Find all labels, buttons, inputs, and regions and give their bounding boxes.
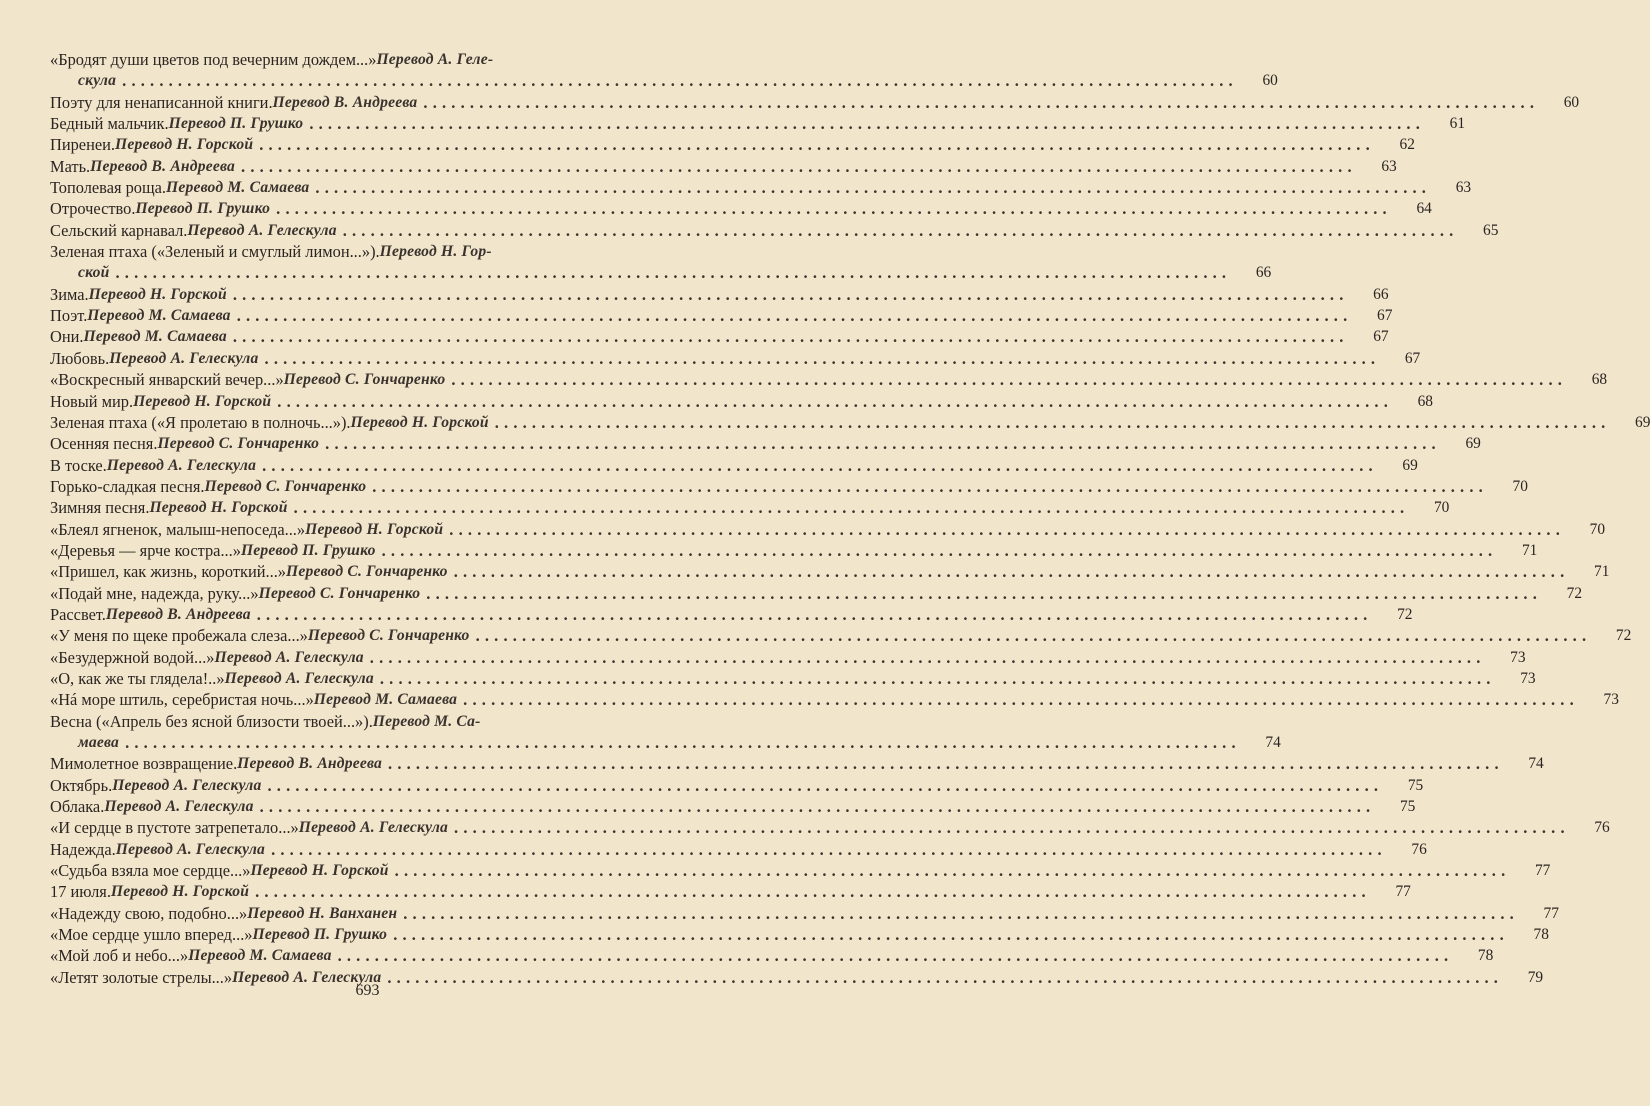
- entry-title: Пиренеи.: [50, 135, 115, 155]
- entry-title: Облака.: [50, 797, 105, 817]
- toc-entry: [50, 839, 1427, 860]
- dot-leader: ........................................................................................................................: [393, 925, 1509, 945]
- toc-entry: [50, 455, 1418, 476]
- entry-translator: Перевод А. Гелескула: [224, 669, 374, 687]
- entry-page: 67: [1404, 349, 1421, 367]
- dot-leader: ........................................................................................................................: [325, 434, 1441, 454]
- dot-leader: ........................................................................................................................: [475, 626, 1592, 646]
- toc-line: [50, 519, 1606, 540]
- toc-entry: [50, 775, 1424, 796]
- entry-page: 66: [1255, 264, 1272, 282]
- dot-leader: ........................................................................................................................: [267, 775, 1384, 795]
- entry-title: Мать.: [50, 156, 91, 176]
- toc-entry: [50, 881, 1411, 902]
- table-of-contents: [50, 49, 1650, 988]
- toc-line: [50, 284, 1389, 305]
- dot-leader: ........................................................................................................................: [122, 71, 1238, 91]
- toc-entry: [50, 583, 1583, 604]
- dot-leader: ........................................................................................................................: [236, 306, 1353, 326]
- entry-translator: Перевод Н. Гор-: [379, 243, 492, 261]
- toc-entry: [50, 604, 1413, 625]
- entry-title: Горько-сладкая песня.: [50, 476, 205, 496]
- toc-entry: [50, 924, 1549, 945]
- entry-page: 66: [1373, 285, 1389, 303]
- entry-translator: Перевод М. Самаева: [87, 307, 231, 325]
- entry-page: 62: [1399, 136, 1415, 154]
- dot-leader: ........................................................................................................................: [125, 733, 1241, 752]
- dot-leader: ........................................................................................................................: [369, 647, 1486, 667]
- toc-entry: [50, 177, 1472, 198]
- dot-leader: ........................................................................................................................: [337, 946, 1454, 966]
- entry-page: 63: [1381, 157, 1397, 175]
- toc-entry: [50, 412, 1650, 433]
- entry-translator: Перевод М. Самаева: [166, 179, 310, 197]
- entry-page: 75: [1407, 776, 1424, 794]
- entry-page: 72: [1615, 627, 1632, 645]
- dot-leader: ........................................................................................................................: [423, 92, 1540, 112]
- entry-translator: Перевод В. Андреева: [272, 93, 418, 111]
- toc-line: [50, 668, 1536, 689]
- entry-page: 60: [1563, 93, 1580, 111]
- entry-page: 79: [1527, 968, 1544, 986]
- entry-translator: Перевод С. Гончаренко: [286, 563, 448, 581]
- entry-page: 76: [1411, 840, 1427, 858]
- toc-line: [50, 924, 1549, 945]
- dot-leader: ........................................................................................................................: [259, 135, 1375, 155]
- entry-page: 73: [1520, 669, 1536, 687]
- toc-line: [50, 625, 1632, 646]
- entry-title: Поэту для ненаписанной книги.: [50, 92, 273, 112]
- entry-translator: Перевод А. Гелескула: [109, 349, 259, 367]
- toc-entry: [50, 796, 1416, 817]
- entry-title: Надежда.: [50, 839, 116, 859]
- entry-page: 65: [1483, 221, 1499, 239]
- entry-translator: Перевод Н. Горской: [88, 285, 227, 303]
- toc-entry: [50, 391, 1433, 412]
- entry-page: 77: [1543, 904, 1559, 922]
- toc-line: [50, 348, 1421, 369]
- entry-translator: Перевод М. Са-: [372, 712, 481, 730]
- entry-title: Бедный мальчик.: [50, 114, 169, 134]
- entry-page: 72: [1566, 584, 1583, 602]
- entry-translator: Перевод Н. Горской: [350, 413, 489, 431]
- entry-title: «Летят золотые стрелы...»: [50, 967, 233, 987]
- entry-title: «Деревья — ярче костра...»: [50, 540, 241, 560]
- dot-leader: ........................................................................................................................: [264, 348, 1381, 368]
- entry-translator: Перевод Н. Горской: [110, 883, 250, 901]
- entry-title: Осенняя песня.: [50, 434, 158, 454]
- toc-entry: [50, 476, 1528, 497]
- entry-translator: Перевод Н. Горской: [305, 520, 444, 538]
- toc-line: [50, 305, 1393, 326]
- entry-page: 77: [1534, 862, 1551, 880]
- entry-title: «О, как же ты глядела!..»: [50, 668, 225, 688]
- entry-title: Поэт.: [50, 306, 88, 326]
- toc-entry: [50, 519, 1606, 540]
- dot-leader: ........................................................................................................................: [256, 604, 1373, 624]
- toc-entry: [50, 49, 1278, 92]
- toc-line: [50, 92, 1580, 113]
- entry-translator: Перевод П. Грушко: [252, 926, 388, 944]
- toc-line: [50, 839, 1427, 860]
- toc-entry: [50, 817, 1610, 838]
- toc-line: [50, 945, 1494, 966]
- entry-translator: Перевод П. Грушко: [168, 115, 304, 133]
- dot-leader: ........................................................................................................................: [241, 156, 1357, 176]
- entry-page: 71: [1521, 541, 1538, 559]
- toc-line: [50, 753, 1544, 774]
- dot-leader: ........................................................................................................................: [259, 797, 1376, 817]
- entry-title: «Блеял ягненок, малыш-непоседа...»: [50, 519, 306, 539]
- entry-page: 70: [1589, 520, 1606, 538]
- toc-line: [50, 241, 636, 262]
- toc-entry: [50, 92, 1580, 113]
- toc-entry: [50, 903, 1559, 924]
- entry-translator: Перевод Н. Горской: [149, 499, 288, 517]
- toc-entry: [50, 433, 1481, 454]
- toc-line-continuation: [50, 732, 1281, 753]
- dot-leader: ........................................................................................................................: [388, 754, 1504, 774]
- entry-page: 77: [1395, 883, 1411, 901]
- toc-line: [50, 796, 1416, 817]
- entry-page: 71: [1594, 563, 1610, 581]
- entry-page: 70: [1512, 477, 1528, 495]
- toc-line: [50, 455, 1418, 476]
- entry-translator: Перевод А. Геле-: [376, 51, 494, 68]
- entry-translator: Перевод С. Гончаренко: [157, 435, 320, 453]
- toc-line: [50, 326, 1389, 347]
- toc-entry: [50, 305, 1393, 326]
- toc-entry: [50, 945, 1494, 966]
- toc-line: [50, 220, 1499, 241]
- entry-title: «Мое сердце ушло вперед...»: [50, 925, 253, 945]
- entry-title: «Надежду свою, подобно...»: [50, 903, 248, 923]
- toc-line: [50, 497, 1450, 518]
- toc-entry: [50, 711, 1281, 754]
- toc-line: [50, 903, 1559, 924]
- entry-translator: Перевод Н. Горской: [250, 862, 389, 880]
- entry-page: 78: [1533, 926, 1549, 944]
- page-number: 693: [355, 982, 380, 999]
- dot-leader: ........................................................................................................................: [449, 519, 1566, 539]
- entry-translator: Перевод А. Гелескула: [214, 648, 364, 666]
- dot-leader: ........................................................................................................................: [262, 455, 1378, 475]
- dot-leader: ........................................................................................................................: [426, 583, 1543, 603]
- entry-title: Тополевая роща.: [50, 178, 166, 198]
- dot-leader: ........................................................................................................................: [309, 114, 1426, 134]
- dot-leader: ........................................................................................................................: [387, 967, 1504, 987]
- entry-translator: Перевод Н. Горской: [133, 392, 272, 410]
- entry-translator: Перевод С. Гончаренко: [204, 477, 367, 495]
- toc-entry: [50, 647, 1526, 668]
- entry-title: «Подай мне, надежда, руку...»: [50, 583, 259, 603]
- toc-entry: [50, 348, 1421, 369]
- dot-leader: ........................................................................................................................: [315, 178, 1432, 198]
- toc-entry: [50, 241, 1272, 284]
- entry-translator: Перевод А. Гелескула: [115, 840, 266, 858]
- entry-title: Весна («Апрель без ясной близости твоей...»).: [50, 711, 373, 731]
- dot-leader: ........................................................................................................................: [232, 284, 1349, 304]
- entry-title: Мимолетное возвращение.: [50, 754, 238, 774]
- dot-leader: ........................................................................................................................: [381, 540, 1498, 560]
- dot-leader: ........................................................................................................................: [255, 882, 1371, 902]
- entry-page: 67: [1373, 328, 1389, 346]
- entry-translator: Перевод М. Самаева: [188, 947, 332, 965]
- toc-line: [50, 177, 1472, 198]
- entry-page: 61: [1449, 115, 1466, 133]
- dot-leader: ........................................................................................................................: [454, 818, 1570, 838]
- entry-translator: Перевод А. Гелескула: [298, 819, 449, 837]
- dot-leader: ........................................................................................................................: [115, 263, 1232, 283]
- toc-line: [50, 689, 1619, 710]
- toc-entry: [50, 156, 1397, 177]
- toc-entry: [50, 497, 1450, 518]
- toc-line: [50, 476, 1528, 497]
- entry-translator: Перевод М. Самаева: [313, 691, 458, 709]
- entry-page: 63: [1455, 179, 1472, 197]
- toc-line: [50, 113, 1466, 134]
- entry-title: Зимняя песня.: [50, 498, 150, 518]
- dot-leader: ........................................................................................................................: [277, 391, 1393, 411]
- dot-leader: ........................................................................................................................: [494, 412, 1611, 432]
- dot-leader: ........................................................................................................................: [271, 839, 1387, 859]
- dot-leader: ........................................................................................................................: [293, 498, 1410, 518]
- entry-page: 64: [1416, 200, 1432, 218]
- toc-entry: [50, 284, 1389, 305]
- toc-line: [50, 49, 636, 70]
- entry-translator: Перевод П. Грушко: [135, 200, 271, 218]
- entry-title: Зеленая птаха («Зеленый и смуглый лимон...»).: [50, 242, 380, 262]
- entry-translator: Перевод Н. Ванханен: [247, 904, 398, 922]
- toc-entry: [50, 668, 1536, 689]
- entry-title: Октябрь.: [50, 775, 113, 795]
- entry-title: Зима.: [50, 284, 89, 304]
- entry-page: 67: [1377, 307, 1393, 325]
- entry-title: «У меня по щеке пробежала слеза...»: [50, 626, 308, 646]
- entry-page: 70: [1433, 499, 1450, 517]
- entry-translator: Перевод С. Гончаренко: [307, 627, 470, 645]
- toc-line: [50, 391, 1433, 412]
- entry-title: «Пришел, как жизнь, короткий...»: [50, 562, 286, 582]
- entry-translator: Перевод П. Грушко: [240, 541, 376, 559]
- entry-translator: Перевод В. Андреева: [105, 605, 251, 623]
- entry-translator-continuation: маева: [78, 734, 120, 751]
- toc-line: [50, 412, 1650, 433]
- toc-line-continuation: [50, 262, 1272, 283]
- toc-entry: [50, 625, 1632, 646]
- toc-line: [50, 433, 1481, 454]
- toc-entry: [50, 689, 1619, 710]
- toc-entry: [50, 198, 1432, 219]
- entry-translator-continuation: скула: [78, 72, 117, 90]
- toc-entry: [50, 134, 1415, 155]
- entry-page: 74: [1265, 734, 1281, 751]
- toc-line: [50, 647, 1526, 668]
- entry-translator: Перевод А. Гелескула: [106, 456, 257, 474]
- entry-title: «Нá море штиль, серебристая ночь...»: [50, 690, 314, 710]
- toc-line: [50, 604, 1413, 625]
- entry-title: «Судьба взяла мое сердце...»: [50, 861, 251, 881]
- toc-line: [50, 860, 1551, 881]
- toc-entry: [50, 540, 1538, 561]
- toc-entry: [50, 561, 1610, 582]
- entry-page: 74: [1528, 755, 1544, 773]
- dot-leader: ........................................................................................................................: [453, 562, 1570, 582]
- dot-leader: ........................................................................................................................: [379, 668, 1496, 688]
- toc-entry: [50, 753, 1544, 774]
- entry-page: 76: [1594, 819, 1610, 837]
- entry-page: 78: [1477, 947, 1494, 965]
- entry-page: 68: [1591, 371, 1608, 389]
- entry-page: 73: [1510, 648, 1526, 666]
- toc-line: [50, 583, 1583, 604]
- entry-translator: Перевод С. Гончаренко: [258, 584, 421, 602]
- toc-line: [50, 881, 1411, 902]
- entry-translator: Перевод А. Гелескула: [187, 221, 337, 239]
- toc-line: [50, 198, 1432, 219]
- dot-leader: ........................................................................................................................: [394, 861, 1511, 881]
- toc-line: [50, 817, 1610, 838]
- dot-leader: ........................................................................................................................: [451, 370, 1568, 390]
- toc-entry: [50, 113, 1466, 134]
- entry-title: Отрочество.: [50, 199, 136, 219]
- toc-line: [50, 775, 1424, 796]
- entry-translator: Перевод Н. Горской: [115, 136, 254, 154]
- entry-translator: Перевод А. Гелескула: [104, 798, 254, 816]
- entry-title: «Воскресный январский вечер...»: [50, 370, 284, 390]
- entry-title: Они.: [50, 327, 84, 347]
- entry-title: Рассвет.: [50, 604, 106, 624]
- toc-entry: [50, 860, 1551, 881]
- entry-title: 17 июля.: [50, 882, 111, 902]
- dot-leader: ........................................................................................................................: [463, 690, 1579, 710]
- toc-entry: [50, 220, 1499, 241]
- entry-title: «Безудержной водой...»: [50, 647, 215, 667]
- toc-entry: [50, 369, 1608, 390]
- entry-title: Зеленая птаха («Я пролетаю в полночь...»).: [50, 412, 351, 432]
- toc-line: [50, 369, 1608, 390]
- entry-page: 69: [1465, 435, 1481, 453]
- toc-line: [50, 134, 1415, 155]
- toc-line-continuation: [50, 70, 1278, 91]
- toc-entry: [50, 326, 1389, 347]
- entry-title: Сельский карнавал.: [50, 220, 188, 240]
- toc-line: [50, 561, 1610, 582]
- entry-translator: Перевод С. Гончаренко: [283, 371, 446, 389]
- toc-line: [50, 156, 1397, 177]
- entry-page: 72: [1397, 605, 1413, 623]
- entry-title: Новый мир.: [50, 391, 134, 411]
- entry-page: 69: [1635, 413, 1650, 431]
- entry-page: 75: [1399, 798, 1416, 816]
- entry-translator: Перевод А. Гелескула: [232, 968, 382, 986]
- entry-page: 73: [1603, 691, 1619, 709]
- entry-title: «И сердце в пустоте затрепетало...»: [50, 818, 299, 838]
- entry-translator: Перевод М. Самаева: [83, 328, 227, 346]
- dot-leader: ........................................................................................................................: [342, 220, 1459, 240]
- toc-line: [50, 711, 636, 732]
- entry-page: 68: [1417, 392, 1433, 410]
- toc-line: [50, 540, 1538, 561]
- entry-title: «Мой лоб и небо...»: [50, 946, 189, 966]
- entry-translator: Перевод В. Андреева: [90, 157, 236, 175]
- dot-leader: ........................................................................................................................: [276, 199, 1392, 219]
- entry-title: Любовь.: [50, 348, 110, 368]
- dot-leader: ........................................................................................................................: [232, 327, 1349, 347]
- entry-title: В тоске.: [50, 455, 107, 475]
- entry-title: «Бродят души цветов под вечерним дождем...»: [50, 50, 377, 69]
- entry-translator: Перевод А. Гелескула: [112, 776, 262, 794]
- entry-page: 60: [1262, 72, 1278, 90]
- dot-leader: ........................................................................................................................: [372, 476, 1488, 496]
- entry-translator: Перевод В. Андреева: [237, 755, 383, 773]
- dot-leader: ........................................................................................................................: [403, 903, 1519, 923]
- entry-translator-continuation: ской: [78, 264, 110, 282]
- entry-page: 69: [1402, 456, 1418, 474]
